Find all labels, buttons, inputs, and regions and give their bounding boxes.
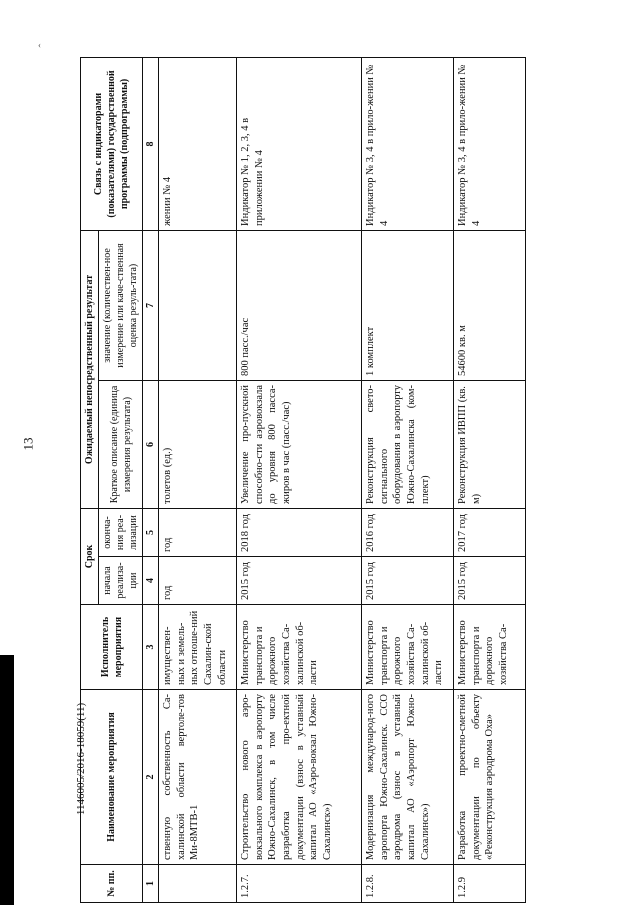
- term-end: 2018 год: [237, 508, 362, 556]
- result-description: Увеличение про-пускной способно-сти аэровокзала до уровня 800 пасса-жиров в час (пасс./час): [237, 380, 362, 508]
- result-value: 1 комплект: [362, 230, 454, 380]
- header-result: Ожидаемый непосредственный результат: [81, 230, 99, 508]
- header-result-value: значение (количествен-ное измерение или каче-ственная оценка резуль-тата): [99, 230, 143, 380]
- header-executor: Исполнитель мероприятия: [81, 605, 143, 690]
- table-row: [159, 57, 237, 902]
- result-description: Реконструкция ИВПП (кв. м): [454, 380, 526, 508]
- column-number: 2: [143, 690, 159, 865]
- header-term-start: начала реализа-ции: [99, 557, 143, 605]
- measures-table-container: [80, 58, 560, 903]
- row-number: 1.2.7.: [237, 865, 362, 903]
- result-description: Реконструкция свето-сигнального оборудования в аэропорту Южно-Сахалинска (ком-плект): [362, 380, 454, 508]
- table-row: [362, 57, 454, 902]
- corner-mark: ‹: [38, 40, 41, 50]
- indicator-link: Индикатор № 3, 4 в прило-жении № 4: [454, 57, 526, 230]
- measure-executor: Министерство транспорта и дорожного хозяйства Са-: [454, 605, 526, 690]
- result-value: 54600 кв. м: [454, 230, 526, 380]
- header-term-end: оконча-ния реа-лизации: [99, 508, 143, 556]
- indicator-link: Индикатор № 1, 2, 3, 4 в приложении № 4: [237, 57, 362, 230]
- table-row: [454, 57, 526, 902]
- document-code: 1146005/2016-18059(11): [75, 702, 88, 816]
- measure-executor: имуществен-ных и земель-ных отноше-ний Сахалин-ской области: [159, 605, 237, 690]
- row-number: [159, 865, 237, 903]
- column-number: 6: [143, 380, 159, 508]
- column-number: 3: [143, 605, 159, 690]
- term-start: 2015 год: [237, 557, 362, 605]
- measure-name: ственную собственность Са-халинской области вертоле-тов Ми-8МТВ-1: [159, 690, 237, 865]
- row-number: 1.2.9: [454, 865, 526, 903]
- measure-executor: Министерство транспорта и дорожного хозяйства Са-халинской об-ласти: [237, 605, 362, 690]
- row-number: 1.2.8.: [362, 865, 454, 903]
- result-value: 800 пасс./час: [237, 230, 362, 380]
- indicator-link: жении № 4: [159, 57, 237, 230]
- column-number: 1: [143, 865, 159, 903]
- header-link: Связь с индикаторами (показателями) государственной программы (подпрограммы): [81, 57, 143, 230]
- measures-table: [80, 57, 526, 903]
- header-result-desc: Краткое описание (единица измерения результата): [99, 380, 143, 508]
- table-row: [237, 57, 362, 902]
- column-number: 4: [143, 557, 159, 605]
- term-end: 2016 год: [362, 508, 454, 556]
- measure-name: Модернизация международ-ного аэропорта Южно-Сахалинск. ССО аэродрома (взнос в уставный капитал АО «Аэропорт Южно-Сахалинск»): [362, 690, 454, 865]
- term-start: 2015 год: [362, 557, 454, 605]
- scan-edge-shadow: [0, 655, 14, 905]
- header-name: Наименование мероприятия: [81, 690, 143, 865]
- term-start: 2015 год: [454, 557, 526, 605]
- measure-name: Разработка проектно-сметной документации по объекту «Реконструкция аэродрома Оха»: [454, 690, 526, 865]
- column-number: 5: [143, 508, 159, 556]
- column-number: 8: [143, 57, 159, 230]
- term-end: 2017 год: [454, 508, 526, 556]
- measure-name: Строительство нового аэро-вокзального комплекса в аэропорту Южно-Сахалинск, в том числе разработка про-ектной документации (взнос в уставный капитал АО «Аэро-вокзал Южно-Сахалинск»): [237, 690, 362, 865]
- header-num: № пп.: [81, 865, 143, 903]
- measure-executor: Министерство транспорта и дорожного хозяйства Са-халинской об-ласти: [362, 605, 454, 690]
- header-term: Срок: [81, 508, 99, 604]
- column-number: 7: [143, 230, 159, 380]
- term-start: год: [159, 557, 237, 605]
- term-end: год: [159, 508, 237, 556]
- page-number: 13: [20, 437, 36, 451]
- result-value: [159, 230, 237, 380]
- result-description: толетов (ед.): [159, 380, 237, 508]
- indicator-link: Индикатор № 3, 4 в прило-жении № 4: [362, 57, 454, 230]
